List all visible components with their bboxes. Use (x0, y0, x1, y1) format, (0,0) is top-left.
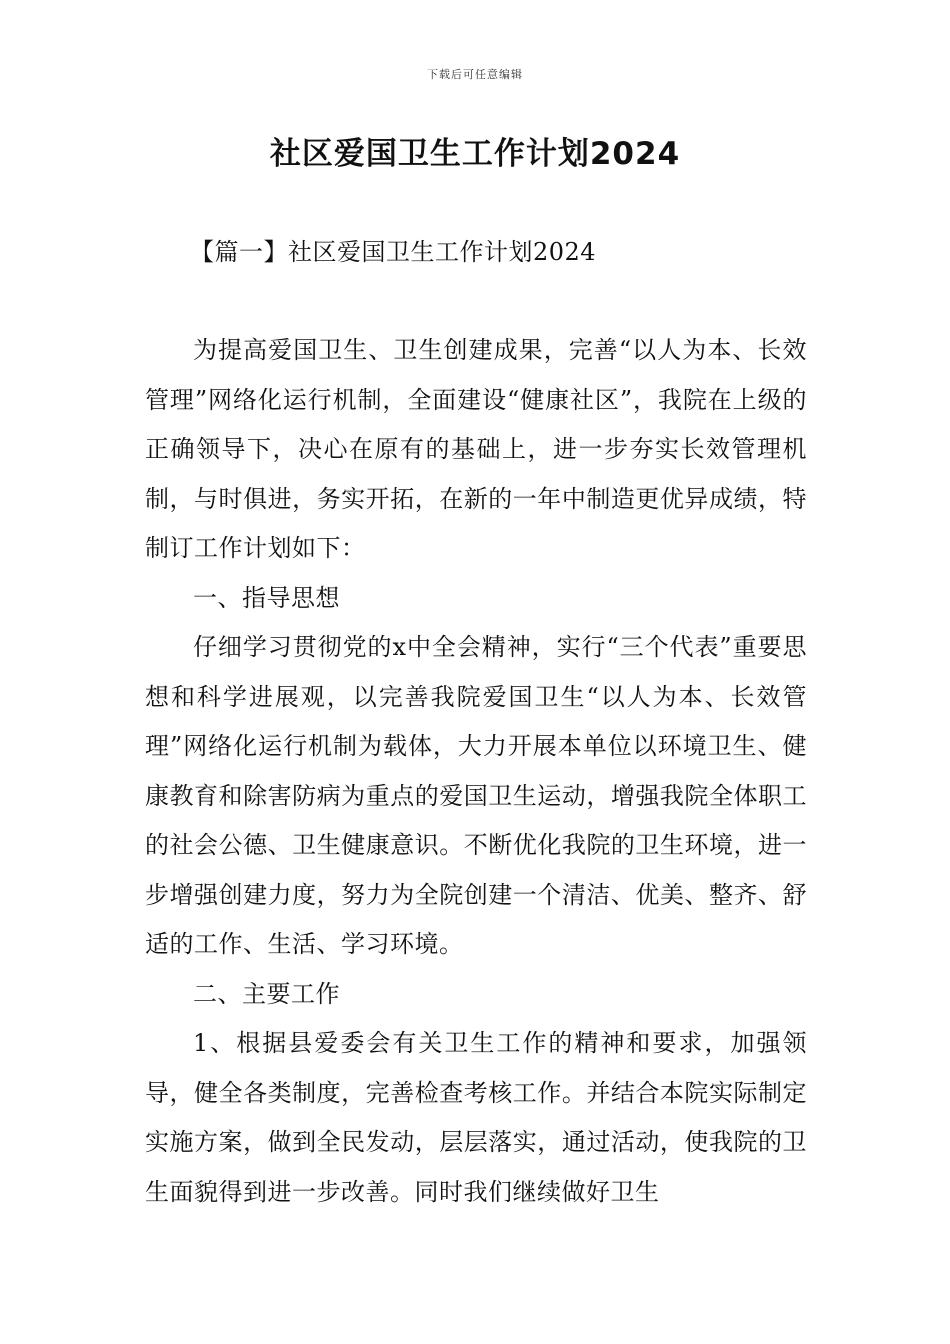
section-title: 【篇一】社区爱国卫生工作计划2024 (190, 238, 597, 266)
paragraph-main-work-1: 1、根据县爱委会有关卫生工作的精神和要求，加强领导，健全各类制度，完善检查考核工作。并结合本院实际制定实施方案，做到全民发动，层层落实，通过活动，使我院的卫生面貌得到进一步改善。同时我们继续做好卫生 (145, 1029, 807, 1206)
heading-main-work: 二、主要工作 (193, 979, 340, 1008)
document-body (145, 326, 807, 1217)
heading-guiding-ideology: 一、指导思想 (193, 583, 340, 612)
header-note: 下载后可任意编辑 (427, 68, 523, 81)
paragraph-guiding-ideology: 仔细学习贯彻党的x中全会精神，实行“三个代表”重要思想和科学进展观，以完善我院爱国卫生“以人为本、长效管理”网络化运行机制为载体，大力开展本单位以环境卫生、健康教育和除害防病为重点的爱国卫生运动，增强我院全体职工的社会公德、卫生健康意识。不断优化我院的卫生环境，进一步增强创建力度，努力为全院创建一个清洁、优美、整齐、舒适的工作、生活、学习环境。 (145, 633, 807, 958)
paragraph-intro: 为提高爱国卫生、卫生创建成果，完善“以人为本、长效管理”网络化运行机制，全面建设“健康社区”，我院在上级的正确领导下，决心在原有的基础上，进一步夯实长效管理机制，与时俱进，务实开拓，在新的一年中制造更优异成绩，特制订工作计划如下： (145, 336, 807, 562)
document-title: 社区爱国卫生工作计划2024 (269, 136, 681, 172)
